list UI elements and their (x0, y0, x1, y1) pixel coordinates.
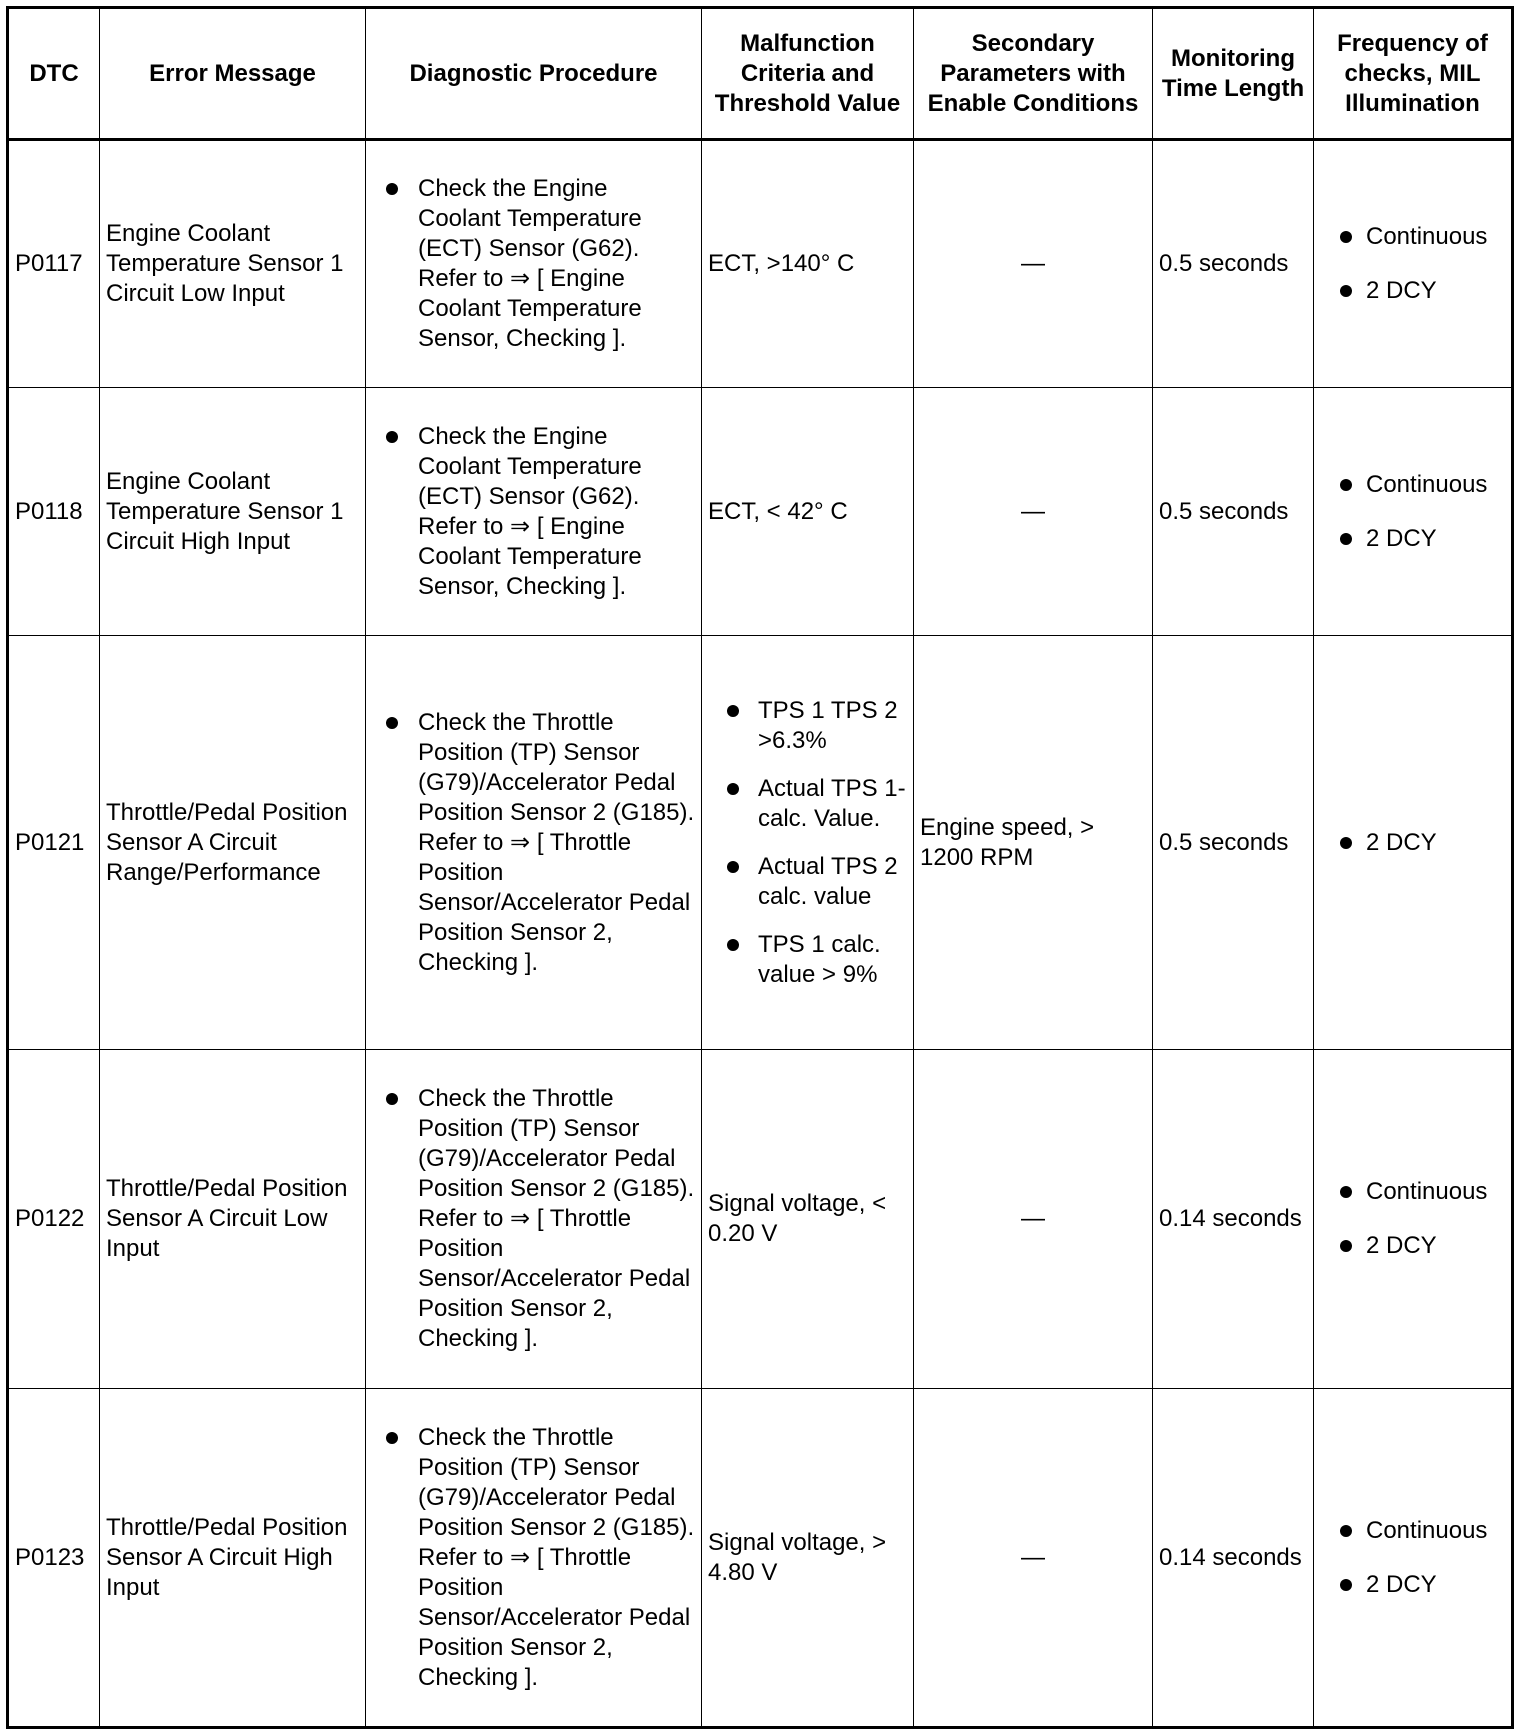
monitoring-time: 0.14 seconds (1153, 1389, 1314, 1728)
malfunction-criteria: Signal voltage, > 4.80 V (702, 1389, 914, 1728)
criteria-item: TPS 1 TPS 2 >6.3% (708, 696, 907, 756)
monitoring-time: 0.5 seconds (1153, 636, 1314, 1050)
header-frequency: Frequency of checks, MIL Illumination (1314, 8, 1513, 140)
frequency-item: Continuous (1320, 222, 1505, 252)
secondary-parameters: — (914, 388, 1153, 636)
frequency (1314, 636, 1513, 1050)
criteria-item: Actual TPS 2 calc. value (708, 852, 907, 912)
dtc-code: P0122 (8, 1050, 100, 1389)
diagnostic-procedure (366, 636, 702, 1050)
frequency-item: 2 DCY (1320, 1570, 1505, 1600)
header-error-message: Error Message (100, 8, 366, 140)
procedure-step: Check the Throttle Position (TP) Sensor (G79)/Accelerator Pedal Position Sensor 2 (G185). Refer to ⇒ [ Throttle Position Sensor/Accelerator Pedal Position Sensor 2, Checking ]. (372, 1423, 695, 1693)
monitoring-time: 0.5 seconds (1153, 388, 1314, 636)
frequency-item: 2 DCY (1320, 276, 1505, 306)
diagnostic-procedure (366, 1389, 702, 1728)
dtc-code: P0121 (8, 636, 100, 1050)
diagnostic-procedure (366, 388, 702, 636)
error-message: Throttle/Pedal Position Sensor A Circuit Range/Performance (100, 636, 366, 1050)
malfunction-criteria: ECT, < 42° C (702, 388, 914, 636)
malfunction-criteria: Signal voltage, < 0.20 V (702, 1050, 914, 1389)
frequency-item: 2 DCY (1320, 828, 1505, 858)
table-row (8, 1389, 1513, 1728)
secondary-parameters: Engine speed, > 1200 RPM (914, 636, 1153, 1050)
criteria-item: Actual TPS 1- calc. Value. (708, 774, 907, 834)
table-header-row (8, 8, 1513, 140)
diagnostic-procedure (366, 1050, 702, 1389)
secondary-parameters: — (914, 1050, 1153, 1389)
procedure-step: Check the Throttle Position (TP) Sensor (G79)/Accelerator Pedal Position Sensor 2 (G185). Refer to ⇒ [ Throttle Position Sensor/Accelerator Pedal Position Sensor 2, Checking ]. (372, 1084, 695, 1354)
header-monitoring-time: Monitoring Time Length (1153, 8, 1314, 140)
frequency (1314, 1050, 1513, 1389)
table-row (8, 636, 1513, 1050)
error-message: Throttle/Pedal Position Sensor A Circuit High Input (100, 1389, 366, 1728)
frequency-item: Continuous (1320, 470, 1505, 500)
frequency (1314, 1389, 1513, 1728)
header-secondary-parameters: Secondary Parameters with Enable Conditions (914, 8, 1153, 140)
frequency-item: Continuous (1320, 1516, 1505, 1546)
monitoring-time: 0.14 seconds (1153, 1050, 1314, 1389)
dtc-code: P0118 (8, 388, 100, 636)
header-diagnostic-procedure: Diagnostic Procedure (366, 8, 702, 140)
error-message: Throttle/Pedal Position Sensor A Circuit Low Input (100, 1050, 366, 1389)
header-dtc: DTC (8, 8, 100, 140)
malfunction-criteria (702, 636, 914, 1050)
dtc-code: P0123 (8, 1389, 100, 1728)
secondary-parameters: — (914, 140, 1153, 388)
frequency-item: 2 DCY (1320, 524, 1505, 554)
header-malfunction-criteria: Malfunction Criteria and Threshold Value (702, 8, 914, 140)
procedure-step: Check the Engine Coolant Temperature (ECT) Sensor (G62). Refer to ⇒ [ Engine Coolant Temperature Sensor, Checking ]. (372, 174, 695, 354)
procedure-step: Check the Throttle Position (TP) Sensor (G79)/Accelerator Pedal Position Sensor 2 (G185). Refer to ⇒ [ Throttle Position Sensor/Accelerator Pedal Position Sensor 2, Checking ]. (372, 708, 695, 978)
diagnostic-procedure (366, 140, 702, 388)
error-message: Engine Coolant Temperature Sensor 1 Circuit High Input (100, 388, 366, 636)
table-row (8, 140, 1513, 388)
dtc-table (6, 6, 1514, 1729)
frequency-item: Continuous (1320, 1177, 1505, 1207)
secondary-parameters: — (914, 1389, 1153, 1728)
frequency (1314, 388, 1513, 636)
frequency (1314, 140, 1513, 388)
procedure-step: Check the Engine Coolant Temperature (ECT) Sensor (G62). Refer to ⇒ [ Engine Coolant Temperature Sensor, Checking ]. (372, 422, 695, 602)
frequency-item: 2 DCY (1320, 1231, 1505, 1261)
error-message: Engine Coolant Temperature Sensor 1 Circuit Low Input (100, 140, 366, 388)
monitoring-time: 0.5 seconds (1153, 140, 1314, 388)
table-row (8, 1050, 1513, 1389)
dtc-code: P0117 (8, 140, 100, 388)
criteria-item: TPS 1 calc. value > 9% (708, 930, 907, 990)
table-row (8, 388, 1513, 636)
malfunction-criteria: ECT, >140° C (702, 140, 914, 388)
